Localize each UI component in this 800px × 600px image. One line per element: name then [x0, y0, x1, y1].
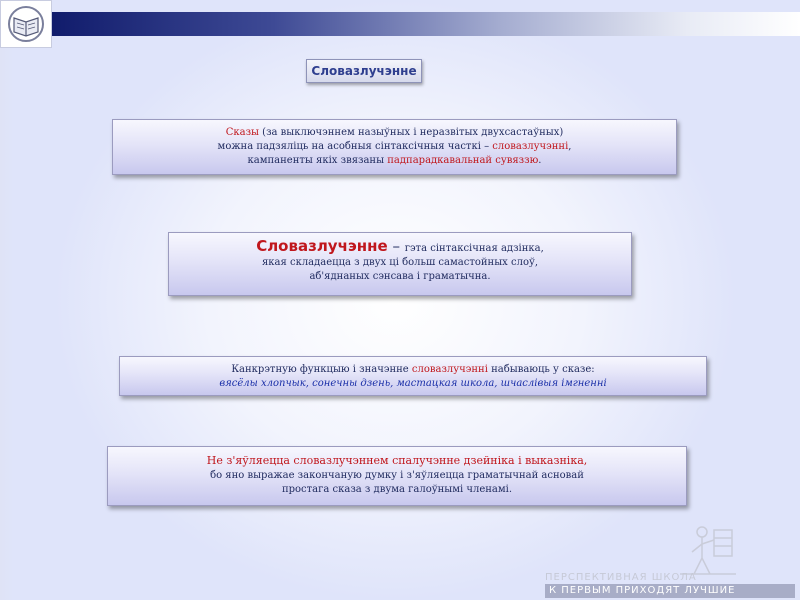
- card-text-segment: Словазлучэнне: [256, 237, 388, 255]
- card-text-segment: набываюць у сказе:: [487, 364, 595, 375]
- card-text-segment: Канкрэтную функцыю і значэнне: [231, 364, 412, 375]
- school-figure-icon: [672, 522, 744, 576]
- definition-card-phrase: [168, 232, 632, 296]
- card-text-segment: .: [538, 155, 542, 166]
- card-text-segment: Сказы: [225, 127, 259, 138]
- card-line: [169, 239, 631, 256]
- card-text-segment: ,: [568, 141, 572, 152]
- card-text-segment: простага сказа з двума галоўнымі членамі.: [281, 484, 513, 495]
- card-line: [108, 469, 686, 483]
- card-line: [169, 256, 631, 270]
- exception-card: [107, 446, 687, 506]
- card-text-segment: кампаненты якіх звязаны: [247, 155, 388, 166]
- card-line: [120, 363, 706, 377]
- slide-title: Словазлучэнне: [306, 59, 422, 83]
- card-text-segment: якая складаецца з двух ці больш самастойных слоў,: [261, 257, 539, 268]
- watermark-school-name: ПЕРСПЕКТИВНАЯ ШКОЛА: [545, 572, 697, 583]
- header-gradient-bar: [48, 12, 800, 36]
- card-text-segment: словазлучэнні: [492, 141, 569, 152]
- card-text-segment: –: [387, 237, 405, 255]
- card-line: [120, 377, 706, 391]
- card-text-segment: аб'яднаных сэнсава і граматычна.: [309, 271, 491, 282]
- card-line: [108, 454, 686, 469]
- left-edge-shade: [0, 48, 14, 600]
- card-text-segment: (за выключэннем назыўных і неразвітых двухсастаўных): [258, 127, 564, 138]
- card-line: [113, 126, 676, 140]
- card-text-segment: гэта сінтаксічная адзінка,: [404, 243, 544, 254]
- card-text-segment: вясёлы хлопчык, сонечны дзень, мастацкая школа, шчаслівыя імгненні: [219, 378, 607, 389]
- card-text-segment: Не з'яўляецца словазлучэннем спалучэнне дзейніка і выказніка,: [206, 454, 588, 467]
- card-line: [113, 154, 676, 168]
- card-text-segment: можна падзяліць на асобныя сінтаксічныя часткі –: [217, 141, 493, 152]
- definition-card-sentence: [112, 119, 677, 175]
- card-text-segment: падпарадкавальнай сувяззю: [387, 155, 539, 166]
- card-text-segment: бо яно выражае закончаную думку і з'яўляецца граматычнай асновай: [210, 470, 584, 481]
- examples-card: [119, 356, 707, 396]
- watermark-slogan: К ПЕРВЫМ ПРИХОДЯТ ЛУЧШИЕ: [545, 584, 795, 598]
- card-line: [108, 483, 686, 497]
- book-logo-icon: [0, 0, 52, 48]
- card-text-segment: словазлучэнні: [411, 364, 488, 375]
- card-line: [113, 140, 676, 154]
- card-line: [169, 270, 631, 284]
